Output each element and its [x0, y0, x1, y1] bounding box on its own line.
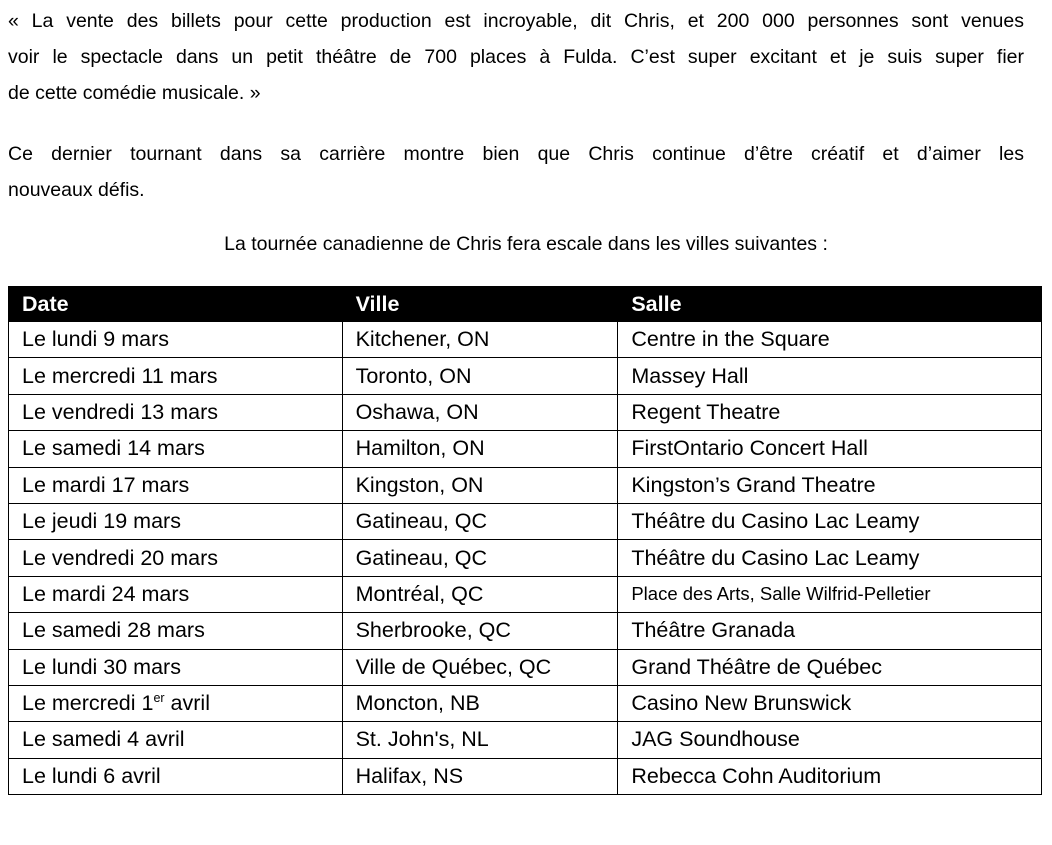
table-row: [9, 322, 1042, 358]
cell-city: Montréal, QC: [342, 576, 618, 612]
header-city: Ville: [342, 287, 618, 322]
table-row: [9, 758, 1042, 794]
cell-city: Ville de Québec, QC: [342, 649, 618, 685]
quote-line-3: de cette comédie musicale. »: [8, 82, 261, 104]
cell-city: Toronto, ON: [342, 358, 618, 394]
quote-paragraph: [8, 3, 1024, 111]
cell-date-prefix: Le mercredi 1: [22, 691, 154, 716]
career-line-2: nouveaux défis.: [8, 179, 145, 201]
table-row: [9, 394, 1042, 430]
cell-date: Le lundi 30 mars: [9, 649, 343, 685]
quote-line-2: voir le spectacle dans un petit théâtre de 700 places à Fulda. C’est super excitant et je suis super fier: [8, 46, 1024, 68]
cell-venue: Théâtre du Casino Lac Leamy: [618, 503, 1042, 539]
cell-venue: FirstOntario Concert Hall: [618, 431, 1042, 467]
cell-venue: Grand Théâtre de Québec: [618, 649, 1042, 685]
table-row: [9, 613, 1042, 649]
table-row: [9, 503, 1042, 539]
table-row: [9, 358, 1042, 394]
table-row: [9, 467, 1042, 503]
cell-city: Hamilton, ON: [342, 431, 618, 467]
table-row: [9, 685, 1042, 721]
cell-date: Le jeudi 19 mars: [9, 503, 343, 539]
header-venue: Salle: [618, 287, 1042, 322]
career-paragraph: [8, 136, 1024, 208]
career-line-1: Ce dernier tournant dans sa carrière montre bien que Chris continue d’être créatif et d’aimer les: [8, 143, 1024, 165]
tour-caption: La tournée canadienne de Chris fera escale dans les villes suivantes :: [224, 233, 828, 255]
quote-line-1: « La vente des billets pour cette production est incroyable, dit Chris, et 200 000 personnes sont venues: [8, 10, 1024, 32]
cell-date: Le lundi 6 avril: [9, 758, 343, 794]
cell-venue: Place des Arts, Salle Wilfrid-Pelletier: [618, 576, 1042, 612]
cell-venue: Casino New Brunswick: [618, 685, 1042, 721]
cell-date: Le mardi 24 mars: [9, 576, 343, 612]
cell-city: Oshawa, ON: [342, 394, 618, 430]
cell-city: Kitchener, ON: [342, 322, 618, 358]
cell-city: Kingston, ON: [342, 467, 618, 503]
cell-venue: Massey Hall: [618, 358, 1042, 394]
cell-date: Le lundi 9 mars: [9, 322, 343, 358]
header-date: Date: [9, 287, 343, 322]
cell-venue: Regent Theatre: [618, 394, 1042, 430]
table-row: [9, 540, 1042, 576]
table-row: [9, 722, 1042, 758]
table-header-row: [9, 287, 1042, 322]
cell-venue: Théâtre du Casino Lac Leamy: [618, 540, 1042, 576]
table-row: [9, 576, 1042, 612]
cell-venue: JAG Soundhouse: [618, 722, 1042, 758]
table-row: [9, 431, 1042, 467]
tour-dates-table: [8, 286, 1042, 795]
cell-venue: Centre in the Square: [618, 322, 1042, 358]
cell-date: Le vendredi 13 mars: [9, 394, 343, 430]
cell-date: Le samedi 4 avril: [9, 722, 343, 758]
cell-venue: Théâtre Granada: [618, 613, 1042, 649]
cell-city: Moncton, NB: [342, 685, 618, 721]
cell-city: Sherbrooke, QC: [342, 613, 618, 649]
cell-venue: Rebecca Cohn Auditorium: [618, 758, 1042, 794]
cell-city: Gatineau, QC: [342, 540, 618, 576]
cell-venue: Kingston’s Grand Theatre: [618, 467, 1042, 503]
cell-city: Halifax, NS: [342, 758, 618, 794]
cell-date-suffix: avril: [164, 691, 210, 716]
cell-date: Le samedi 28 mars: [9, 613, 343, 649]
cell-date: Le mardi 17 mars: [9, 467, 343, 503]
cell-date: Le mercredi 11 mars: [9, 358, 343, 394]
cell-date: Le vendredi 20 mars: [9, 540, 343, 576]
cell-date: Le samedi 14 mars: [9, 431, 343, 467]
cell-date-ordinal: er: [153, 691, 165, 706]
cell-city: St. John's, NL: [342, 722, 618, 758]
cell-city: Gatineau, QC: [342, 503, 618, 539]
table-row: [9, 649, 1042, 685]
cell-date: [9, 685, 343, 721]
